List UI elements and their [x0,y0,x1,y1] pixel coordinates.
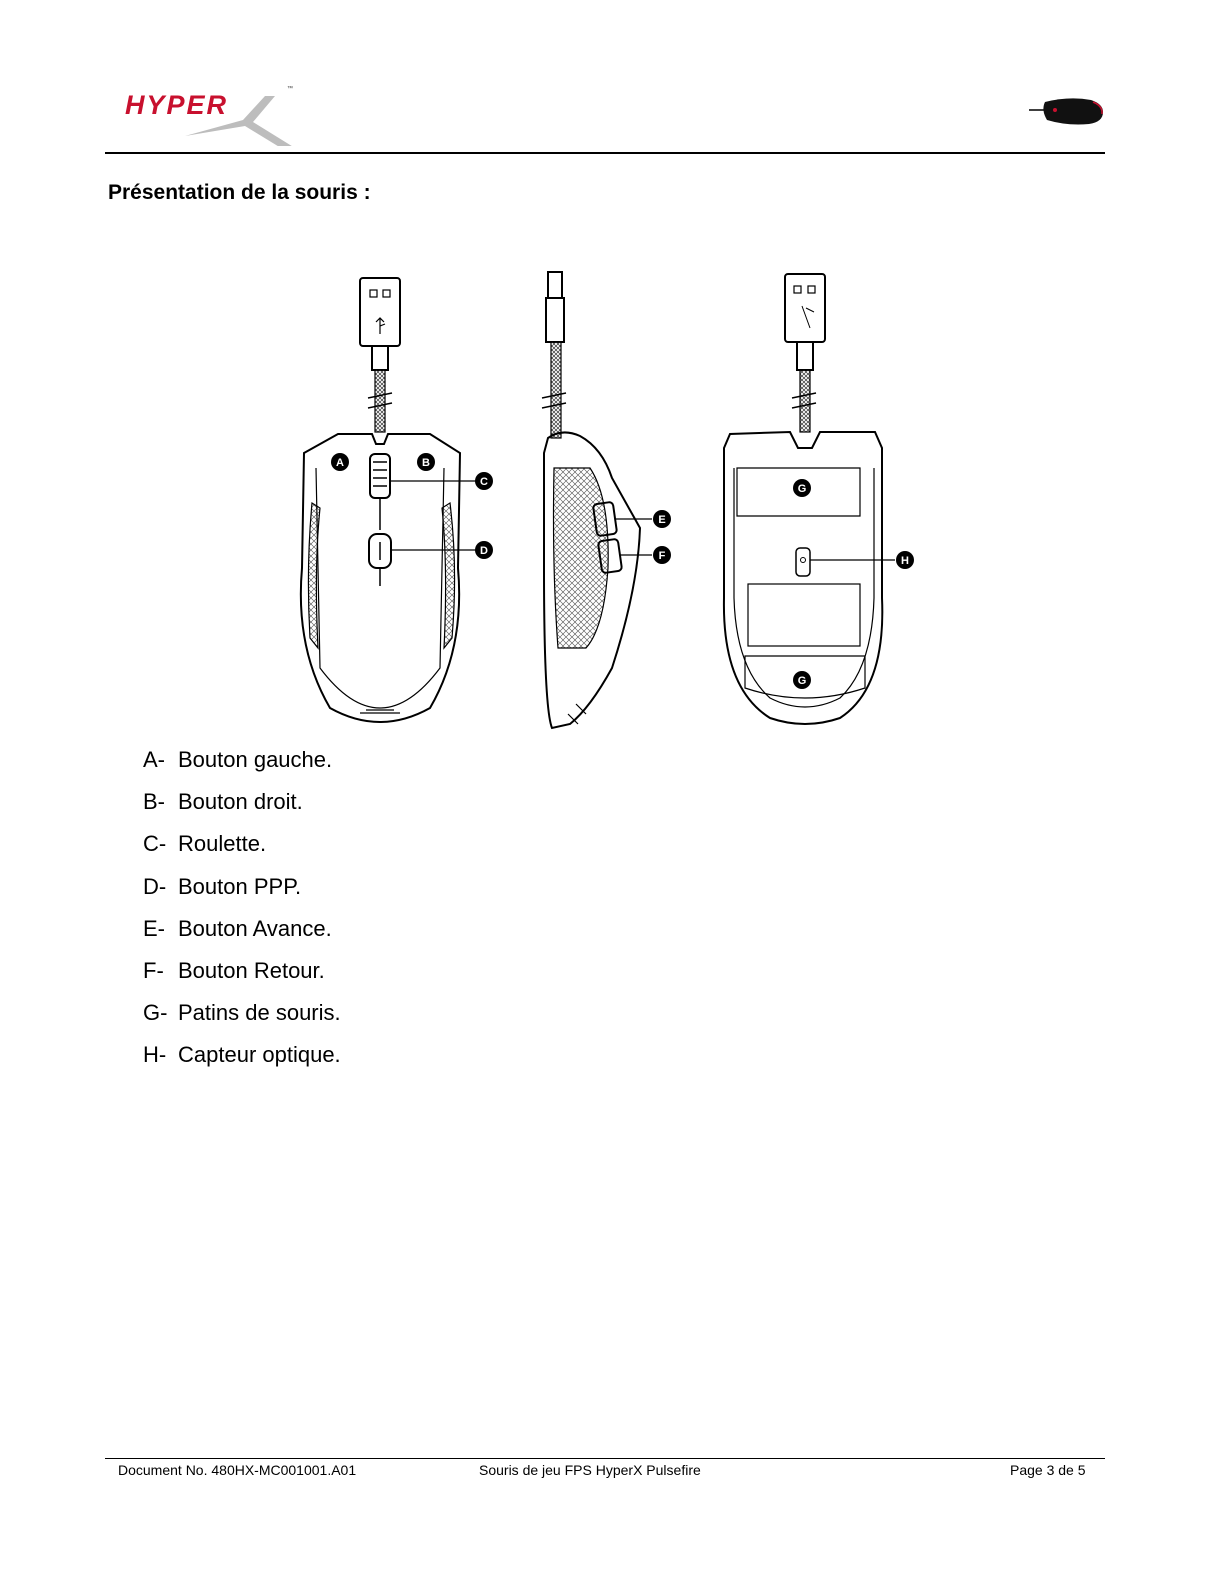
svg-text:B: B [422,457,430,469]
header-rule [105,152,1105,154]
footer-page-number: Page 3 de 5 [1010,1462,1086,1478]
top-view [301,278,476,722]
callout-h [896,551,914,569]
logo-text: HYPER [125,90,229,120]
svg-text:C: C [480,476,488,488]
legend-key: B- [143,789,165,815]
legend-text: Patins de souris. [178,1000,341,1026]
side-view [542,272,652,728]
legend-key: C- [143,831,167,857]
legend-text: Bouton gauche. [178,747,333,772]
legend-key: D- [143,873,167,899]
svg-text:G: G [797,483,807,495]
legend-key: E- [143,915,165,941]
callout-a [331,453,349,471]
legend-key: H- [143,1042,167,1068]
legend-item [143,913,341,955]
callout-d [475,541,493,559]
legend-item [143,828,341,870]
svg-text:A: A [336,457,344,469]
legend-item [143,744,341,786]
legend-key: F- [143,957,164,983]
callout-f [653,546,671,564]
legend-item [143,997,341,1039]
callout-c [475,472,493,490]
legend-text: Bouton Retour. [178,957,325,983]
legend-item [143,871,341,913]
legend-text: Bouton droit. [178,789,303,815]
hyperx-logo-icon [125,86,305,146]
callout-g-top [793,479,811,497]
svg-text:G: G [797,675,807,687]
mouse-overview-diagram [290,268,930,733]
legend-text: Bouton Avance. [178,915,332,941]
callout-g-bottom [793,671,811,689]
bottom-view [724,274,895,724]
legend-item [143,786,341,828]
footer-rule [105,1458,1105,1459]
legend-text: Roulette. [178,831,267,857]
legend-item [143,1039,341,1081]
svg-text:D: D [480,545,488,557]
callout-b [417,453,435,471]
svg-text:F: F [658,550,666,562]
trademark-symbol: ™ [287,86,293,92]
section-title: Présentation de la souris : [108,181,371,204]
footer-doc-number: Document No. 480HX-MC001001.A01 [118,1462,357,1478]
footer-title: Souris de jeu FPS HyperX Pulsefire [479,1462,701,1478]
page-header [105,78,1105,152]
legend-key: G- [143,1000,168,1026]
legend-text: Bouton PPP. [178,873,302,899]
mouse-icon [1029,94,1105,130]
svg-text:E: E [658,514,666,526]
legend-key: A- [143,747,165,772]
svg-text:H: H [901,555,909,567]
parts-legend [143,744,341,1082]
legend-text: Capteur optique. [178,1042,341,1068]
callout-e [653,510,671,528]
legend-item [143,955,341,997]
